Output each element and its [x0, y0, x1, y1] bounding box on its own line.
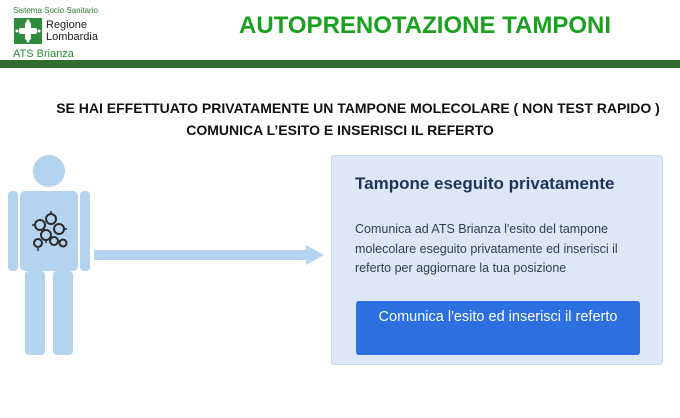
instruction-line-1: SE HAI EFFETTUATO PRIVATAMENTE UN TAMPONE MOLECOLARE ( NON TEST RAPIDO ) — [56, 100, 660, 116]
regione-cross-icon — [14, 18, 42, 44]
instruction-line-2: COMUNICA L’ESITO E INSERISCI IL REFERTO — [186, 122, 494, 138]
submit-result-button[interactable]: Comunica l'esito ed inserisci il referto — [356, 301, 640, 355]
logo-region-name — [46, 19, 98, 43]
logo-region-line1: Regione — [46, 19, 87, 31]
person-virus-icon — [8, 155, 98, 355]
card-description: Comunica ad ATS Brianza l'esito del tampone molecolare eseguito privatamente ed inserisci il referto per aggiornare la tua posizione — [355, 222, 618, 275]
logo-system-label: Sistema Socio Sanitario — [13, 6, 98, 15]
private-swab-card — [331, 155, 663, 365]
logo-agency: ATS Brianza — [13, 48, 74, 60]
arrow-right-icon — [94, 245, 324, 270]
logo-region-line2: Lombardia — [46, 31, 98, 43]
card-title: Tampone eseguito privatamente — [355, 174, 615, 193]
header-divider — [0, 60, 680, 68]
page-title: AUTOPRENOTAZIONE TAMPONI — [239, 12, 611, 39]
logo — [10, 4, 120, 60]
